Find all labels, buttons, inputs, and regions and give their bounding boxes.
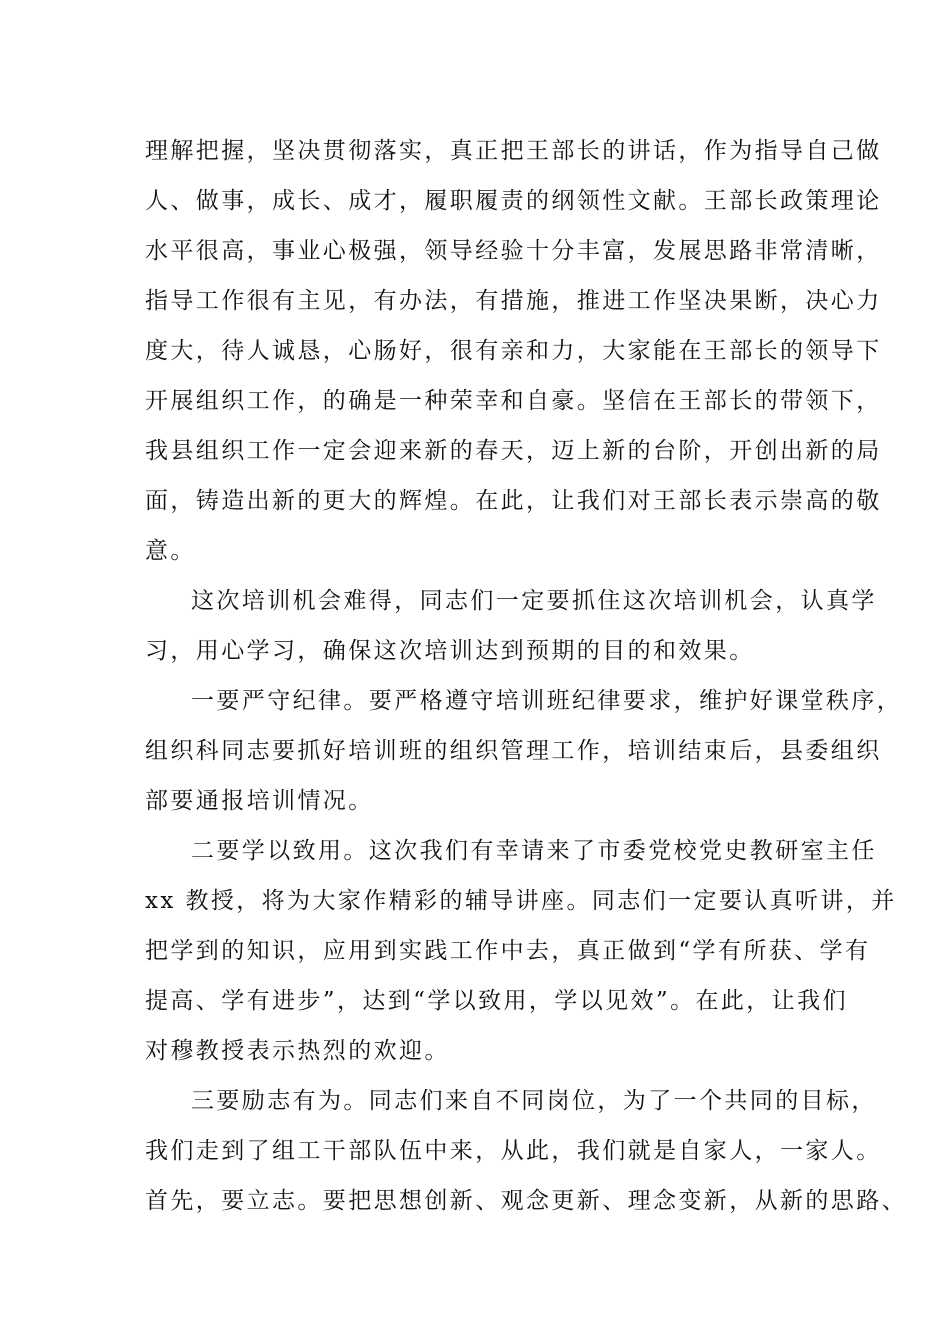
- paragraph-2: [145, 576, 877, 676]
- text-line: 理解把握，坚决贯彻落实，真正把王部长的讲话，作为指导自己做: [145, 138, 882, 164]
- text-line: 对穆教授表示热烈的欢迎。: [145, 1038, 450, 1064]
- paragraph-5: [145, 1076, 907, 1226]
- text-line: 我们走到了组工干部队伍中来，从此，我们就是自家人，一家人。: [145, 1138, 882, 1164]
- paragraph-4: [145, 826, 897, 1076]
- text-line: 我县组织工作一定会迎来新的春天，迈上新的台阶，开创出新的局: [145, 438, 882, 464]
- text-line: 人、做事，成长、成才，履职履责的纲领性文献。王部长政策理论: [145, 188, 882, 214]
- text-line: 首先，要立志。要把思想创新、观念更新、理念变新，从新的思路、: [145, 1188, 907, 1214]
- text-line: 部要通报培训情况。: [145, 788, 374, 814]
- text-line: 组织科同志要抓好培训班的组织管理工作，培训结束后，县委组织: [145, 738, 882, 764]
- text-line: 把学到的知识，应用到实践工作中去，真正做到“学有所获、学有: [145, 938, 871, 964]
- paragraph-3: [145, 676, 903, 826]
- text-line: 提高、学有进步”，达到“学以致用，学以见效”。在此，让我们: [145, 988, 848, 1014]
- text-line: xx 教授，将为大家作精彩的辅导讲座。同志们一定要认真听讲，并: [145, 888, 897, 914]
- document-body: [145, 126, 907, 1226]
- text-line: 指导工作很有主见，有办法，有措施，推进工作坚决果断，决心力: [145, 288, 882, 314]
- text-line: 开展组织工作，的确是一种荣幸和自豪。坚信在王部长的带领下，: [145, 388, 882, 414]
- text-line: 水平很高，事业心极强，领导经验十分丰富，发展思路非常清晰，: [145, 238, 882, 264]
- text-line: 面，铸造出新的更大的辉煌。在此，让我们对王部长表示崇高的敬: [145, 488, 882, 514]
- paragraph-1: [145, 126, 882, 576]
- text-line: 二要学以致用。这次我们有幸请来了市委党校党史教研室主任: [191, 838, 877, 864]
- text-line: 意。: [145, 538, 196, 564]
- text-line: 这次培训机会难得，同志们一定要抓住这次培训机会，认真学: [191, 588, 877, 614]
- text-line: 一要严守纪律。要严格遵守培训班纪律要求，维护好课堂秩序，: [191, 688, 903, 714]
- text-line: 三要励志有为。同志们来自不同岗位，为了一个共同的目标，: [191, 1088, 877, 1114]
- text-line: 习，用心学习，确保这次培训达到预期的目的和效果。: [145, 638, 755, 664]
- text-line: 度大，待人诚恳，心肠好，很有亲和力，大家能在王部长的领导下: [145, 338, 882, 364]
